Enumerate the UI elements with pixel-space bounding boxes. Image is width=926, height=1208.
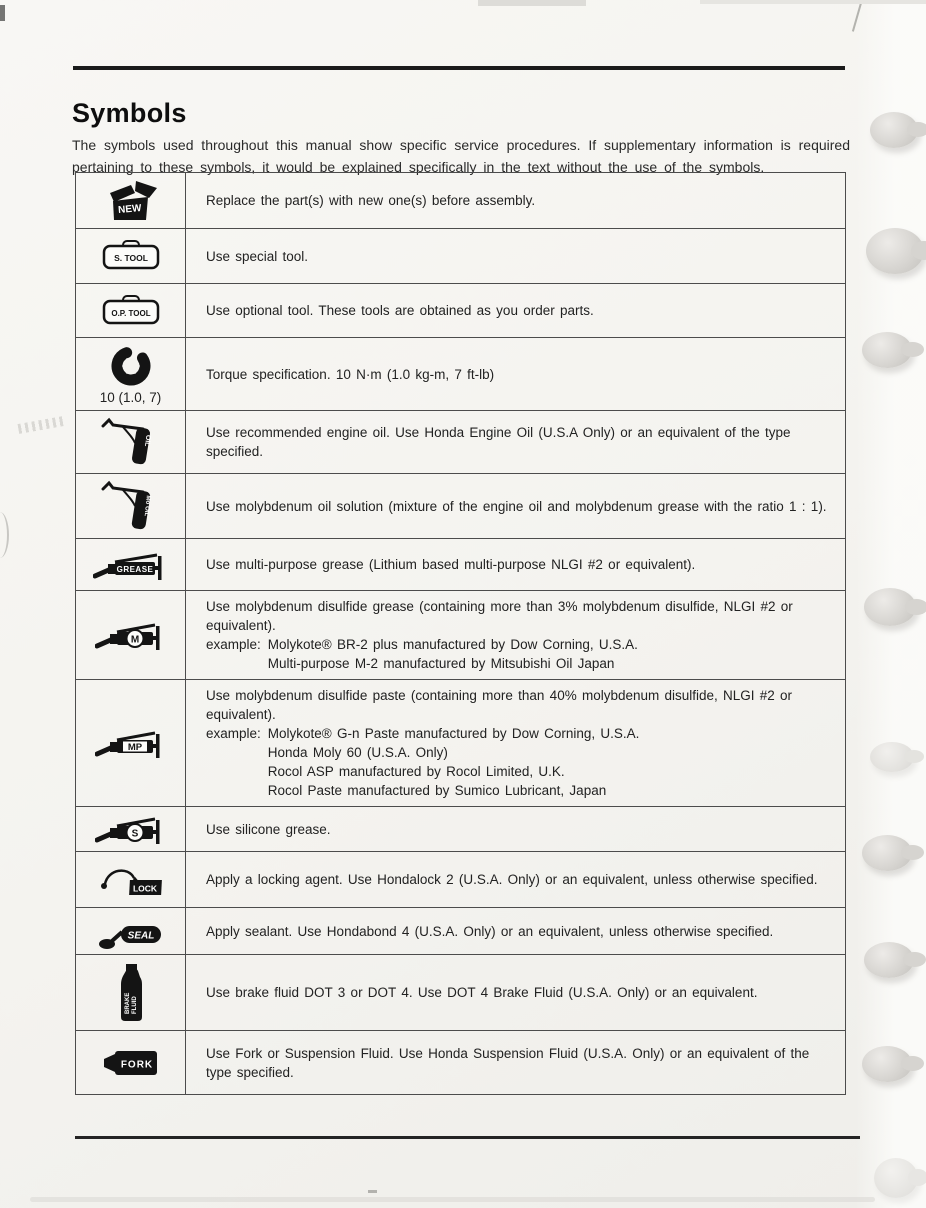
symbol-description: Use molybdenum disulfide grease (containing more than 3% molybdenum disulfide, NLGI #2 or equivalent). <box>206 599 793 633</box>
table-row <box>76 680 846 807</box>
scan-artifact <box>0 5 5 21</box>
example-label: example: <box>206 637 261 652</box>
table-row <box>76 908 846 955</box>
symbol-description: Use multi-purpose grease (Lithium based multi-purpose NLGI #2 or equivalent). <box>206 557 696 572</box>
symbol-description: Apply a locking agent. Use Hondalock 2 (U.S.A. Only) or an equivalent, unless otherwise specified. <box>206 872 818 887</box>
fork-fluid-icon <box>99 1044 163 1082</box>
table-row <box>76 474 846 539</box>
scan-artifact <box>30 1197 875 1202</box>
moly-grease-icon <box>95 614 167 656</box>
symbol-description: Use molybdenum oil solution (mixture of the engine oil and molybdenum grease with the ratio 1 : 1). <box>206 498 827 514</box>
table-row <box>76 173 846 229</box>
special-tool-icon <box>99 239 163 273</box>
example-block <box>206 635 835 673</box>
example-line: Honda Moly 60 (U.S.A. Only) <box>267 745 448 760</box>
top-rule <box>73 66 845 70</box>
seal-label: SEAL <box>127 930 154 942</box>
symbol-description: Use brake fluid DOT 3 or DOT 4. Use DOT 4 Brake Fluid (U.S.A. Only) or an equivalent. <box>206 985 758 1000</box>
binder-ring <box>870 742 914 772</box>
scan-artifact <box>0 512 9 558</box>
table-row <box>76 807 846 852</box>
scan-artifact <box>700 0 926 4</box>
brake-label-top: BRAKE <box>124 992 131 1014</box>
engine-oil-icon <box>99 416 163 468</box>
lock-label: LOCK <box>132 883 157 893</box>
silicone-grease-icon <box>95 809 167 849</box>
table-row <box>76 1031 846 1095</box>
page-title: Symbols <box>72 98 187 129</box>
grease-icon <box>93 545 169 585</box>
binder-ring <box>862 1046 912 1082</box>
example-line: Rocol Paste manufactured by Sumico Lubricant, Japan <box>267 783 607 798</box>
locking-agent-icon <box>95 859 167 901</box>
table-row <box>76 539 846 591</box>
table-row <box>76 852 846 908</box>
table-row <box>76 955 846 1031</box>
fork-label: FORK <box>120 1059 153 1070</box>
torque-value: 10 (1.0, 7) <box>99 390 162 405</box>
optional-tool-icon <box>99 294 163 328</box>
moly-grease-label: M <box>130 634 139 646</box>
symbol-description: Torque specification. 10 N·m (1.0 kg-m, 7 ft-lb) <box>206 366 495 382</box>
example-line: Molykote® G-n Paste manufactured by Dow Corning, U.S.A. <box>267 726 640 741</box>
brake-fluid-icon <box>109 962 153 1024</box>
binder-ring <box>862 332 912 368</box>
grease-label: GREASE <box>116 564 153 574</box>
binder-ring <box>866 228 924 274</box>
moly-oil-label: Mo OIL <box>142 495 152 517</box>
binder-ring <box>870 112 918 148</box>
symbol-description: Use molybdenum disulfide paste (containing more than 40% molybdenum disulfide, NLGI #2 or equivalent). <box>206 688 793 722</box>
oil-label: OIL <box>142 434 151 447</box>
binder-ring <box>864 942 914 978</box>
symbol-description: Use special tool. <box>206 248 309 264</box>
table-row <box>76 411 846 474</box>
sealant-icon <box>95 910 167 952</box>
example-line: Molykote® BR-2 plus manufactured by Dow Corning, U.S.A. <box>267 637 638 652</box>
scan-artifact <box>17 416 64 434</box>
example-line: Multi-purpose M-2 manufactured by Mitsubishi Oil Japan <box>267 656 615 671</box>
bottom-rule <box>75 1136 860 1139</box>
moly-paste-label: MP <box>127 742 142 753</box>
new-parts-icon <box>101 176 161 226</box>
binder-ring <box>864 588 916 626</box>
moly-paste-icon <box>95 722 167 764</box>
silicone-grease-label: S <box>131 828 138 840</box>
example-line: Rocol ASP manufactured by Rocol Limited, U.K. <box>267 764 565 779</box>
scan-artifact <box>478 0 586 6</box>
binder-ring <box>862 835 912 871</box>
special-tool-label: S. TOOL <box>113 253 148 263</box>
table-row <box>76 338 846 411</box>
binder-ring <box>874 1158 918 1198</box>
torque-icon <box>103 343 159 389</box>
symbol-description: Use Fork or Suspension Fluid. Use Honda Suspension Fluid (U.S.A. Only) or an equivalent of the type specified. <box>206 1045 810 1080</box>
example-block <box>206 724 835 800</box>
symbols-table <box>75 172 846 1095</box>
brake-label-bottom: FLUID <box>131 995 138 1014</box>
new-label: NEW <box>117 202 142 216</box>
scan-artifact <box>368 1190 377 1193</box>
intro-paragraph: The symbols used throughout this manual show specific service procedures. If supplementary information is required pertaining to these symbols, it would be explained specifically in the text without the use of the symbols. <box>72 137 850 175</box>
moly-oil-icon <box>99 479 163 533</box>
optional-tool-label: O.P. TOOL <box>110 308 151 318</box>
symbol-description: Use silicone grease. <box>206 821 331 837</box>
symbol-description: Use recommended engine oil. Use Honda Engine Oil (U.S.A Only) or an equivalent of the type specified. <box>206 425 791 459</box>
symbol-description: Apply sealant. Use Hondabond 4 (U.S.A. Only) or an equivalent, unless otherwise specified. <box>206 923 774 939</box>
table-row <box>76 591 846 680</box>
example-label: example: <box>206 726 261 741</box>
symbol-description: Use optional tool. These tools are obtained as you order parts. <box>206 303 594 318</box>
table-row <box>76 284 846 338</box>
table-row <box>76 229 846 284</box>
symbol-description: Replace the part(s) with new one(s) before assembly. <box>206 193 536 208</box>
